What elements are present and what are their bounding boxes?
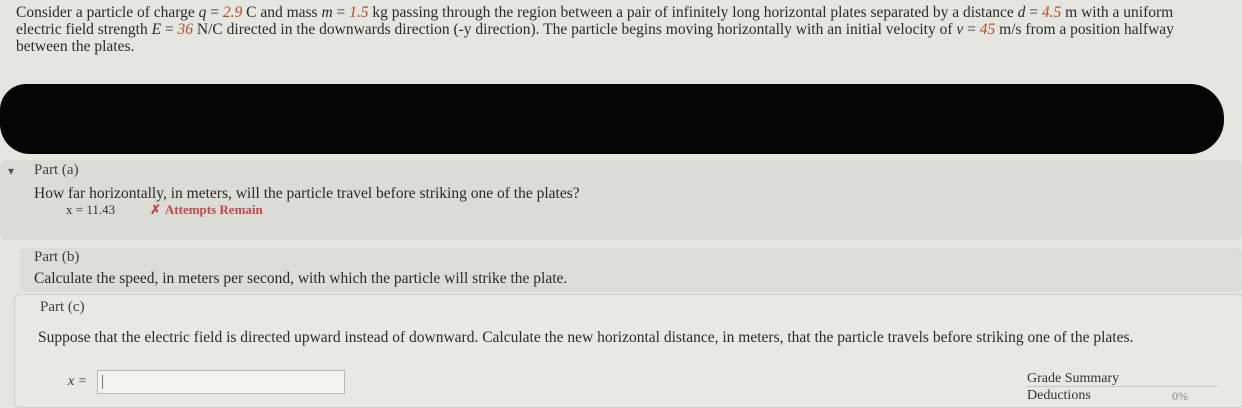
text-caret <box>102 375 103 389</box>
q-value: 2.9 <box>222 4 243 21</box>
part-c-answer-input[interactable] <box>97 370 345 394</box>
e-value: 36 <box>177 21 194 38</box>
deductions-label: Deductions <box>1027 388 1091 403</box>
x-mark-icon: ✗ <box>150 202 161 217</box>
part-a-question: How far horizontally, in meters, will the particle travel before striking one of the plates? <box>34 185 580 202</box>
m-value: 1.5 <box>349 4 369 21</box>
part-a-title[interactable]: Part (a) <box>34 162 79 178</box>
problem-text: Consider a particle of charge <box>16 4 195 21</box>
collapse-arrow-icon[interactable]: ▾ <box>8 164 15 178</box>
e-label: E <box>151 21 162 38</box>
part-b-question: Calculate the speed, in meters per second, with which the particle will strike the plate. <box>34 270 568 287</box>
d-value: 4.5 <box>1041 4 1062 21</box>
v-value: 45 <box>979 21 996 38</box>
part-a-answer: x = 11.43 <box>66 202 116 217</box>
part-c-input-label: x = <box>68 374 88 389</box>
attempts-status <box>150 202 263 218</box>
deductions-value: 0% <box>1172 389 1188 403</box>
attempts-text: Attempts Remain <box>164 202 263 217</box>
m-label: m <box>321 4 333 21</box>
v-label: v <box>956 21 964 38</box>
part-c-title: Part (c) <box>40 299 85 315</box>
problem-text: m with a uniform electric field strength <box>16 4 1174 38</box>
part-b-title[interactable]: Part (b) <box>34 249 80 265</box>
problem-text: C and mass <box>246 4 318 21</box>
d-label: d <box>1017 4 1026 21</box>
part-c-question: Suppose that the electric field is directed upward instead of downward. Calculate the new horizontal distance, in meters, that the particle travels before striking one of the plates. <box>38 329 1134 346</box>
problem-text: kg passing through the region between a pair of infinitely long horizontal plates separated by a distance <box>372 4 1014 21</box>
redaction-bar <box>0 84 1224 154</box>
problem-text: m/s from a position halfway between the plates. <box>16 21 1174 55</box>
grade-summary-title: Grade Summary <box>1027 371 1120 386</box>
divider <box>1027 386 1217 387</box>
q-label: q <box>198 4 207 21</box>
problem-statement: Consider a particle of charge q = 2.9 C and mass m = 1.5 kg passing through the region between a pair of infinitely long horizontal plates separated by a distance d = 4.5 m with a uniform electric field strength E = 36 N/C directed in the downwards direction (-y direction). The particle begins moving horizontally with an initial velocity of v = 45 m/s from a position halfway between the plates. <box>16 4 1174 55</box>
problem-text: N/C directed in the downwards direction (-y direction). The particle begins moving horizontally with an initial velocity of <box>196 21 953 38</box>
